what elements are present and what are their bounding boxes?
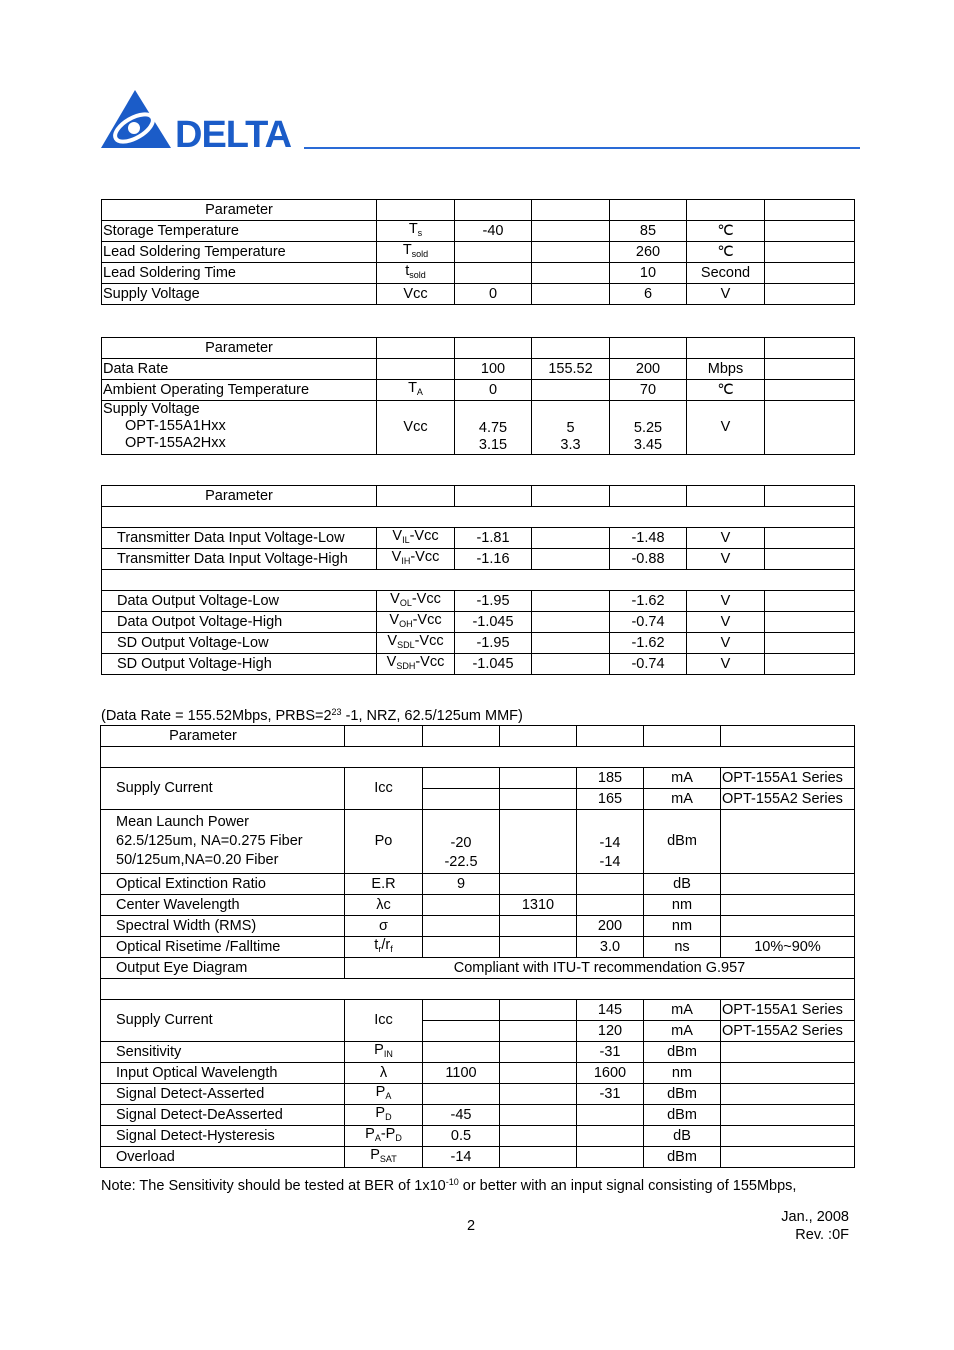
- param-cell: Storage Temperature: [102, 221, 377, 242]
- symbol-cell: $V_{OL}$-Vcc: [377, 591, 455, 612]
- rx-supply-current-row: Supply Current Icc 145 mA OPT-155A1 Series: [101, 1000, 855, 1021]
- electrical-table: [101, 485, 855, 675]
- page-number: 2: [467, 1218, 476, 1234]
- symbol-cell: $T_{sold}$: [377, 242, 455, 263]
- symbol-cell: σ: [345, 916, 423, 937]
- symbol-cell: E.R: [345, 874, 423, 895]
- symbol-cell: $V_{IL}$-Vcc: [377, 528, 455, 549]
- param-cell: SD Output Voltage-Low: [102, 633, 377, 654]
- table-row: Data Output Voltage-Low $V_{OL}$-Vcc -1.95 -1.62 V: [102, 591, 855, 612]
- footer-revision: Rev. :0F: [795, 1227, 849, 1243]
- table-row: Lead Soldering Temperature $T_{sold}$ 260 ℃: [102, 242, 855, 263]
- absolute-max-table: [101, 199, 855, 305]
- header-parameter: Parameter: [102, 486, 377, 507]
- param-cell: Lead Soldering Time: [102, 263, 377, 284]
- header-rule: [304, 147, 860, 149]
- symbol-cell: Vcc: [377, 284, 455, 305]
- table-row: Overload $P_{SAT}$ -14 dBm: [101, 1147, 855, 1168]
- table-row: SD Output Voltage-Low $V_{SDL}$-Vcc -1.95 -1.62 V: [102, 633, 855, 654]
- symbol-cell: λ: [345, 1063, 423, 1084]
- param-cell: Supply Voltage: [102, 284, 377, 305]
- table-row: Signal Detect-Asserted $P_A$ -31 dBm: [101, 1084, 855, 1105]
- symbol-cell: $T_s$: [377, 221, 455, 242]
- param-cell: Transmitter Data Input Voltage-High: [102, 549, 377, 570]
- sensitivity-note: Note: The Sensitivity should be tested at BER of $1x10^{-10}$ or better with an input signal consisting of 155Mbps,: [101, 1177, 797, 1194]
- param-cell: Signal Detect-Hysteresis: [101, 1126, 345, 1147]
- param-cell: Transmitter Data Input Voltage-Low: [102, 528, 377, 549]
- footer-date: Jan., 2008: [781, 1209, 849, 1225]
- delta-logo: [101, 88, 296, 150]
- table-row: Ambient Operating Temperature $T_A$ 0 70 ℃: [102, 380, 855, 401]
- optical-caption: (Data Rate = 155.52Mbps, $PRBS=2^{23}$ -1, NRZ, 62.5/125um MMF): [101, 707, 523, 724]
- param-cell: Input Optical Wavelength: [101, 1063, 345, 1084]
- symbol-cell: $P_D$: [345, 1105, 423, 1126]
- param-cell: Lead Soldering Temperature: [102, 242, 377, 263]
- table-row: Signal Detect-DeAsserted $P_D$ -45 dBm: [101, 1105, 855, 1126]
- table-row: Spectral Width (RMS) σ 200 nm: [101, 916, 855, 937]
- table-row: Storage Temperature $T_s$ -40 85 ℃: [102, 221, 855, 242]
- table-row: Optical Risetime /Falltime $t_r/r_f$ 3.0 ns 10%~90%: [101, 937, 855, 958]
- symbol-cell: $P_{SAT}$: [345, 1147, 423, 1168]
- table-row: Center Wavelength λc 1310 nm: [101, 895, 855, 916]
- param-cell: Sensitivity: [101, 1042, 345, 1063]
- tx-supply-current-row: Supply Current Icc 185 mA OPT-155A1 Series: [101, 768, 855, 789]
- param-cell: Data Output Voltage-Low: [102, 591, 377, 612]
- symbol-cell: $P_{IN}$: [345, 1042, 423, 1063]
- param-cell: Data Rate: [102, 359, 377, 380]
- param-cell: Spectral Width (RMS): [101, 916, 345, 937]
- table-row: Data Rate 100 155.52 200 Mbps: [102, 359, 855, 380]
- param-cell: Optical Risetime /Falltime: [101, 937, 345, 958]
- param-cell: Data Outpot Voltage-High: [102, 612, 377, 633]
- symbol-cell: $V_{SDH}$-Vcc: [377, 654, 455, 675]
- symbol-cell: $t_r/r_f$: [345, 937, 423, 958]
- supply-voltage-label: Supply Voltage: [103, 401, 200, 417]
- supply-voltage-row: Supply Voltage OPT-155A1Hxx OPT-155A2Hxx Vcc 4.75 3.15 5 3.3 5.25 3.45 V: [102, 401, 855, 455]
- symbol-cell: $t_{sold}$: [377, 263, 455, 284]
- param-cell: Ambient Operating Temperature: [102, 380, 377, 401]
- eye-diagram-row: Output Eye Diagram Compliant with ITU-T recommendation G.957: [101, 958, 855, 979]
- table-row: Signal Detect-Hysteresis $P_A-P_D$ 0.5 dB: [101, 1126, 855, 1147]
- svg-text:DELTA: DELTA: [175, 114, 292, 150]
- table-row: Optical Extinction Ratio E.R 9 dB: [101, 874, 855, 895]
- table-row: Input Optical Wavelength λ 1100 1600 nm: [101, 1063, 855, 1084]
- header-parameter: Parameter: [102, 338, 377, 359]
- table-row: Transmitter Data Input Voltage-Low $V_{IL}$-Vcc -1.81 -1.48 V: [102, 528, 855, 549]
- table-row: SD Output Voltage-High $V_{SDH}$-Vcc -1.045 -0.74 V: [102, 654, 855, 675]
- symbol-cell: $V_{IH}$-Vcc: [377, 549, 455, 570]
- param-cell: Signal Detect-DeAsserted: [101, 1105, 345, 1126]
- launch-power-row: Mean Launch Power 62.5/125um, NA=0.275 Fiber 50/125um,NA=0.20 Fiber Po -20 -22.5 -14 -14 dBm: [101, 810, 855, 874]
- header-parameter: Parameter: [101, 726, 345, 747]
- symbol-cell: [377, 359, 455, 380]
- table-row: Sensitivity $P_{IN}$ -31 dBm: [101, 1042, 855, 1063]
- param-cell: Center Wavelength: [101, 895, 345, 916]
- param-cell: Overload: [101, 1147, 345, 1168]
- table-row: Supply Voltage Vcc 0 6 V: [102, 284, 855, 305]
- table-row: Transmitter Data Input Voltage-High $V_{IH}$-Vcc -1.16 -0.88 V: [102, 549, 855, 570]
- table-row: Data Outpot Voltage-High $V_{OH}$-Vcc -1.045 -0.74 V: [102, 612, 855, 633]
- header-parameter: Parameter: [102, 200, 377, 221]
- param-cell: Signal Detect-Asserted: [101, 1084, 345, 1105]
- symbol-cell: $V_{SDL}$-Vcc: [377, 633, 455, 654]
- symbol-cell: $T_A$: [377, 380, 455, 401]
- symbol-cell: $V_{OH}$-Vcc: [377, 612, 455, 633]
- optical-table: Parameter Supply Current Icc 185 mA OPT-155A1 Series 165 mA OPT-155A2 Series Mean Launch Power 62.5/125um, NA=0.275 Fiber 50/125um,NA=0.20 Fiber Po -20 -22.5 -14 -14 dBm Optical Extinction Ratio E.R 9 dB Center Wavelength λc 1310 nm Spectral Width (RMS) σ 200 nm Optical Risetime /Falltime $t_r/r_f$ 3.0 ns 10%~90% Output Eye Diagram Compliant with ITU-T recommendation G.957 Supply Current Icc 145 mA OPT-155A1 Series 120 mA OPT-155A2 Series Sensitivity $P_{IN}$ -31 dBm Input Optical Wavelength λ 1100 1600 nm Signal Detect-Asserted $P_A$ -31 dBm Signal Detect-DeAsserted $P_D$ -45 dBm Signal Detect-Hysteresis $P_A-P_D$ 0.5 dB Overload $P_{SAT}$ -14 dBm: [100, 725, 855, 1168]
- symbol-cell: $P_A-P_D$: [345, 1126, 423, 1147]
- param-cell: SD Output Voltage-High: [102, 654, 377, 675]
- table-row: Lead Soldering Time $t_{sold}$ 10 Second: [102, 263, 855, 284]
- param-cell: Optical Extinction Ratio: [101, 874, 345, 895]
- symbol-cell: λc: [345, 895, 423, 916]
- operating-conditions-table: [101, 337, 855, 455]
- symbol-cell: $P_A$: [345, 1084, 423, 1105]
